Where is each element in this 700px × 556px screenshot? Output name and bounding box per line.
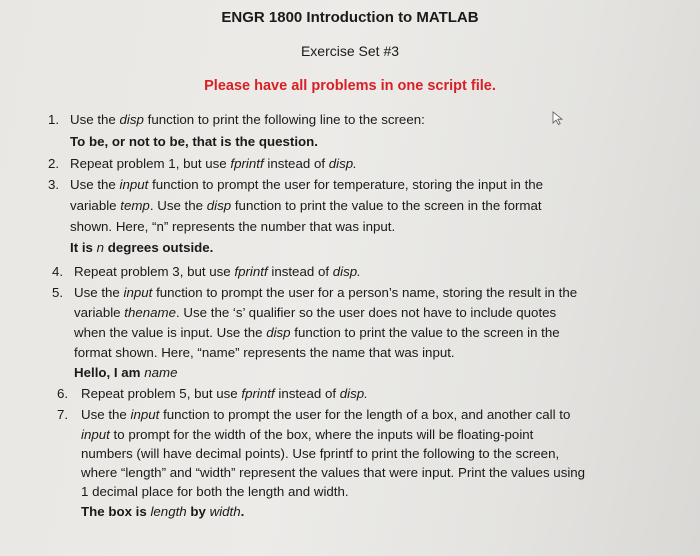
text-run: shown. Here, “n” represents the number that was input. [70,219,396,234]
italic-term: width [209,504,241,519]
bold-output-text: Hello, I am [74,365,145,380]
problem-text-line [81,502,244,522]
text-run: format shown. Here, “name” represents the name that was input. [74,345,455,360]
problem-text-line [74,363,177,383]
problem-text-line [74,283,577,303]
text-run: function to prompt the user for temperature, storing the input in the [148,177,544,192]
italic-term: n [96,240,105,255]
italic-term: length [150,504,187,519]
text-run: Repeat problem 5, but use [81,386,242,401]
problem-text-line [81,482,349,502]
problem-text-line [81,425,533,445]
text-run: to prompt for the width of the box, where the inputs will be floating-point [109,427,534,442]
text-run: numbers (will have decimal points). Use fprintf to print the following to the screen, [81,446,560,461]
text-run: 1 decimal place for both the length and width. [81,484,349,499]
bold-output-text: degrees outside. [104,240,214,255]
text-run: function to print the value to the screen in the [290,325,560,340]
italic-term: name [144,365,178,380]
text-run: function to prompt the user for a person’s name, storing the result in the [152,285,578,300]
italic-term: disp [266,325,291,340]
problem-number: 5. [52,285,64,300]
problem-text-line [70,110,425,130]
italic-term: input [81,427,110,442]
text-run: Use the [70,112,120,127]
text-run: Repeat problem 3, but use [74,264,235,279]
italic-term: thename [124,305,177,320]
italic-term: input [123,285,153,300]
bold-output-text: It is [70,240,97,255]
italic-term: temp [120,198,150,213]
text-run: Use the [70,177,120,192]
italic-term: fprintf [241,386,275,401]
text-run: Use the [81,407,131,422]
text-run: where “length” and “width” represent the values that were input. Print the values using [81,465,586,480]
italic-term: disp. [328,156,357,171]
text-run: . Use the ‘s’ qualifier so the user does not have to include quotes [176,305,557,320]
text-run: function to print the value to the screen in the format [231,198,542,213]
problem-text-line [81,405,570,425]
problem-text-line [81,444,559,464]
document-title: ENGR 1800 Introduction to MATLAB [221,9,479,26]
problem-number: 7. [57,407,69,422]
bold-output-text: To be, or not to be, that is the question. [70,134,318,149]
bold-output-text: . [240,504,245,519]
problem-text-line [70,217,395,237]
problem-text-line [70,175,543,195]
exercise-set-heading: Exercise Set #3 [300,43,400,59]
problem-text-line [74,343,455,363]
problem-number: 2. [48,156,60,171]
problem-text-line [70,196,542,216]
italic-term: input [119,177,149,192]
italic-term: disp. [339,386,368,401]
text-run: Repeat problem 1, but use [70,156,231,171]
italic-term: disp [119,112,144,127]
problem-number: 3. [48,177,60,192]
problem-number: 6. [57,386,69,401]
mouse-pointer-icon [551,110,567,126]
problem-text-line [81,384,368,404]
text-run: when the value is input. Use the [74,325,267,340]
problem-text-line [70,154,357,174]
text-run: variable [70,198,121,213]
instruction-note: Please have all problems in one script file. [204,78,496,94]
problem-number: 1. [48,112,60,127]
problem-text-line [81,463,585,483]
italic-term: disp. [332,264,361,279]
text-run: function to print the following line to the screen: [143,112,425,127]
text-run: variable [74,305,125,320]
text-run: instead of [263,156,329,171]
problem-text-line [74,262,361,282]
bold-output-text: by [186,504,210,519]
problem-text-line [74,303,556,323]
problem-text-line [70,238,213,258]
italic-term: fprintf [230,156,264,171]
bold-output-text: The box is [81,504,151,519]
problem-text-line [70,132,318,152]
text-run: . Use the [149,198,207,213]
problem-number: 4. [52,264,64,279]
text-run: Use the [74,285,124,300]
italic-term: fprintf [234,264,268,279]
problem-text-line [74,323,560,343]
italic-term: input [130,407,160,422]
text-run: instead of [267,264,333,279]
text-run: instead of [274,386,340,401]
text-run: function to prompt the user for the length of a box, and another call to [159,407,571,422]
italic-term: disp [206,198,232,213]
